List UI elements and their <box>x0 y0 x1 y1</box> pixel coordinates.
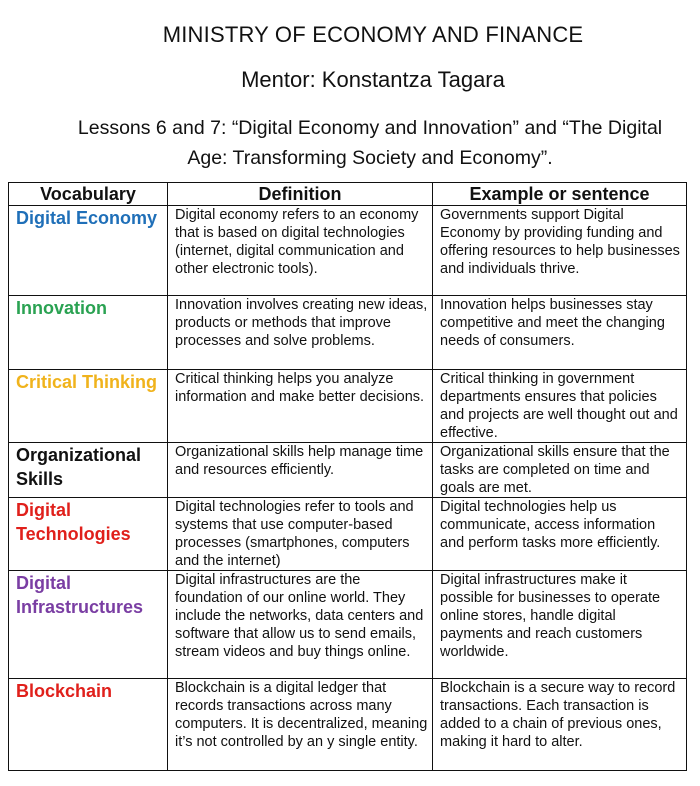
ministry-title: MINISTRY OF ECONOMY AND FINANCE <box>162 22 584 47</box>
definition-cell: Organizational skills help manage time and resources efficiently. <box>168 443 433 498</box>
term-cell: Innovation <box>9 296 168 370</box>
term-cell: Digital Economy <box>9 206 168 296</box>
example-cell: Digital technologies help us communicate, access information and perform tasks more efficiently. <box>433 498 687 571</box>
vocabulary-table <box>8 182 687 771</box>
term-cell: Digital Infrastructures <box>9 571 168 679</box>
header-vocabulary: Vocabulary <box>9 183 168 206</box>
table-row <box>9 370 687 443</box>
example-cell: Innovation helps businesses stay competitive and meet the changing needs of consumers. <box>433 296 687 370</box>
header-example: Example or sentence <box>433 183 687 206</box>
table-row <box>9 498 687 571</box>
definition-cell: Digital technologies refer to tools and systems that use computer-based processes (smartphones, computers and the internet) <box>168 498 433 571</box>
term-cell: Critical Thinking <box>9 370 168 443</box>
table-row <box>9 206 687 296</box>
term-cell: Blockchain <box>9 679 168 771</box>
definition-cell: Innovation involves creating new ideas, products or methods that improve processes and solve problems. <box>168 296 433 370</box>
table-row <box>9 571 687 679</box>
header-definition: Definition <box>168 183 433 206</box>
term-cell: Organizational Skills <box>9 443 168 498</box>
definition-cell: Critical thinking helps you analyze information and make better decisions. <box>168 370 433 443</box>
lessons-title: Lessons 6 and 7: “Digital Economy and Innovation” and “The Digital Age: Transforming Society and Economy”. <box>77 117 663 169</box>
table-header-row <box>9 183 687 206</box>
term-cell: Digital Technologies <box>9 498 168 571</box>
definition-cell: Digital infrastructures are the foundation of our online world. They include the networks, data centers and software that allow us to send emails, stream videos and buy things online. <box>168 571 433 679</box>
table-row <box>9 679 687 771</box>
example-cell: Blockchain is a secure way to record transactions. Each transaction is added to a chain of previous ones, making it hard to alter. <box>433 679 687 771</box>
example-cell: Governments support Digital Economy by providing funding and offering resources to help businesses and individuals thrive. <box>433 206 687 296</box>
definition-cell: Blockchain is a digital ledger that records transactions across many computers. It is decentralized, meaning it’s not controlled by an y single entity. <box>168 679 433 771</box>
mentor-line: Mentor: Konstantza Tagara <box>241 67 505 92</box>
example-cell: Organizational skills ensure that the tasks are completed on time and goals are met. <box>433 443 687 498</box>
table-row <box>9 443 687 498</box>
example-cell: Digital infrastructures make it possible for businesses to operate online stores, handle digital payments and reach customers worldwide. <box>433 571 687 679</box>
table-row <box>9 296 687 370</box>
example-cell: Critical thinking in government departments ensures that policies and projects are well thought out and effective. <box>433 370 687 443</box>
definition-cell: Digital economy refers to an economy that is based on digital technologies (internet, digital communication and other electronic tools). <box>168 206 433 296</box>
